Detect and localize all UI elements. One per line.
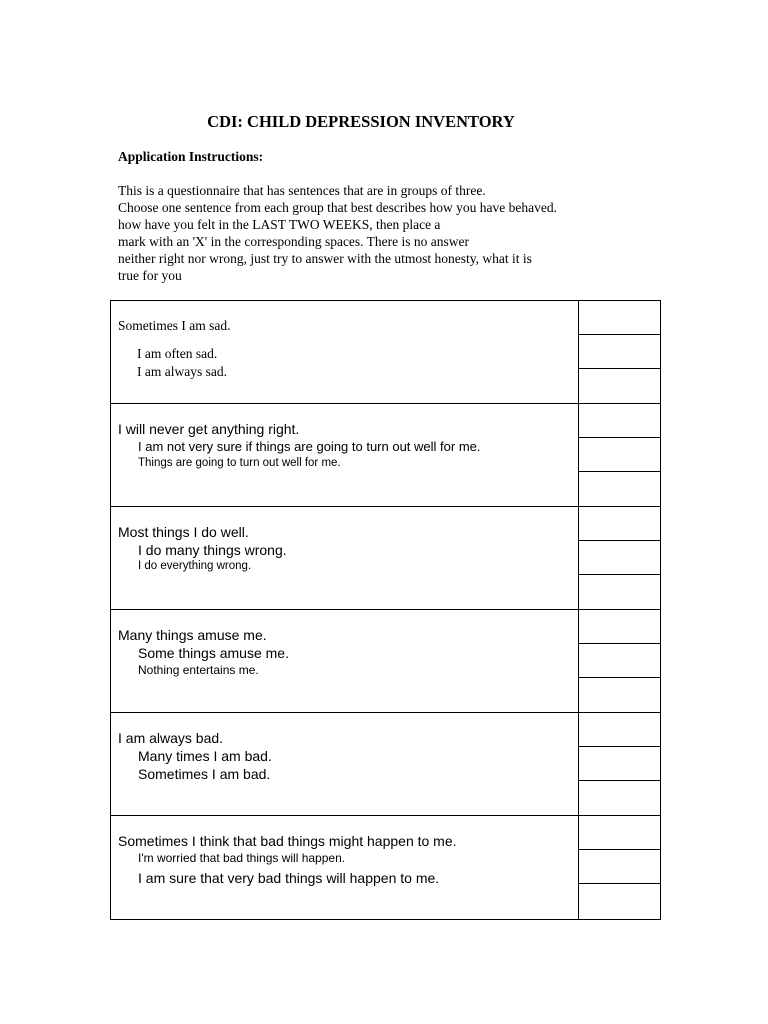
answer-box[interactable] (579, 816, 660, 850)
answer-box[interactable] (579, 781, 660, 815)
options-column (111, 301, 579, 403)
question-group-6 (111, 816, 660, 919)
option-sentence: I am always bad. (118, 730, 224, 746)
instructions-line: true for you (118, 268, 182, 283)
option-sentence: Many things amuse me. (118, 627, 267, 643)
answer-box[interactable] (579, 850, 660, 884)
answer-box[interactable] (579, 541, 660, 575)
answer-box[interactable] (579, 438, 660, 472)
instructions-line: neither right nor wrong, just try to answer with the utmost honesty, what it is (118, 251, 532, 266)
instructions-line: Choose one sentence from each group that best describes how you have behaved. (118, 200, 557, 215)
answer-box[interactable] (579, 404, 660, 438)
option-sentence: I do many things wrong. (138, 542, 287, 558)
instructions-line: This is a questionnaire that has sentences that are in groups of three. (118, 183, 486, 198)
answer-box[interactable] (579, 644, 660, 678)
answer-box[interactable] (579, 335, 660, 369)
option-sentence: I am always sad. (137, 364, 227, 379)
question-group-2 (111, 404, 660, 507)
answer-box[interactable] (579, 301, 660, 335)
options-column (111, 816, 579, 919)
answer-box[interactable] (579, 713, 660, 747)
option-sentence: Sometimes I am bad. (138, 766, 271, 782)
question-group-3 (111, 507, 660, 610)
option-sentence: I am not very sure if things are going to turn out well for me. (138, 439, 481, 454)
answer-boxes (579, 713, 660, 815)
page-title: CDI: CHILD DEPRESSION INVENTORY (207, 112, 515, 131)
option-sentence: I am sure that very bad things will happen to me. (138, 870, 440, 886)
answer-box[interactable] (579, 884, 660, 918)
options-column (111, 404, 579, 506)
instructions-line: mark with an 'X' in the corresponding spaces. There is no answer (118, 234, 470, 249)
question-group-5 (111, 713, 660, 816)
option-sentence: Some things amuse me. (138, 645, 289, 661)
answer-box[interactable] (579, 747, 660, 781)
question-group-1 (111, 301, 660, 404)
instructions-text (118, 182, 638, 284)
option-sentence: Many times I am bad. (138, 748, 272, 764)
options-column (111, 610, 579, 712)
option-sentence: Nothing entertains me. (138, 663, 259, 677)
answer-box[interactable] (579, 472, 660, 506)
answer-boxes (579, 816, 660, 919)
options-column (111, 507, 579, 609)
option-sentence: Most things I do well. (118, 524, 249, 540)
option-sentence: I'm worried that bad things will happen. (138, 851, 346, 865)
option-sentence: Things are going to turn out well for me. (138, 457, 341, 469)
option-sentence: I will never get anything right. (118, 421, 300, 437)
answer-boxes (579, 301, 660, 403)
answer-box[interactable] (579, 575, 660, 609)
question-group-4 (111, 610, 660, 713)
inventory-table (110, 300, 661, 920)
answer-boxes (579, 610, 660, 712)
answer-box[interactable] (579, 369, 660, 403)
options-column (111, 713, 579, 815)
answer-box[interactable] (579, 678, 660, 712)
instructions-heading: Application Instructions: (118, 149, 264, 164)
option-sentence: I am often sad. (137, 346, 218, 361)
answer-box[interactable] (579, 610, 660, 644)
answer-boxes (579, 404, 660, 506)
answer-box[interactable] (579, 507, 660, 541)
answer-boxes (579, 507, 660, 609)
instructions-line: how have you felt in the LAST TWO WEEKS, then place a (118, 217, 441, 232)
option-sentence: I do everything wrong. (138, 560, 252, 572)
option-sentence: Sometimes I am sad. (118, 318, 231, 333)
option-sentence: Sometimes I think that bad things might happen to me. (118, 833, 457, 849)
